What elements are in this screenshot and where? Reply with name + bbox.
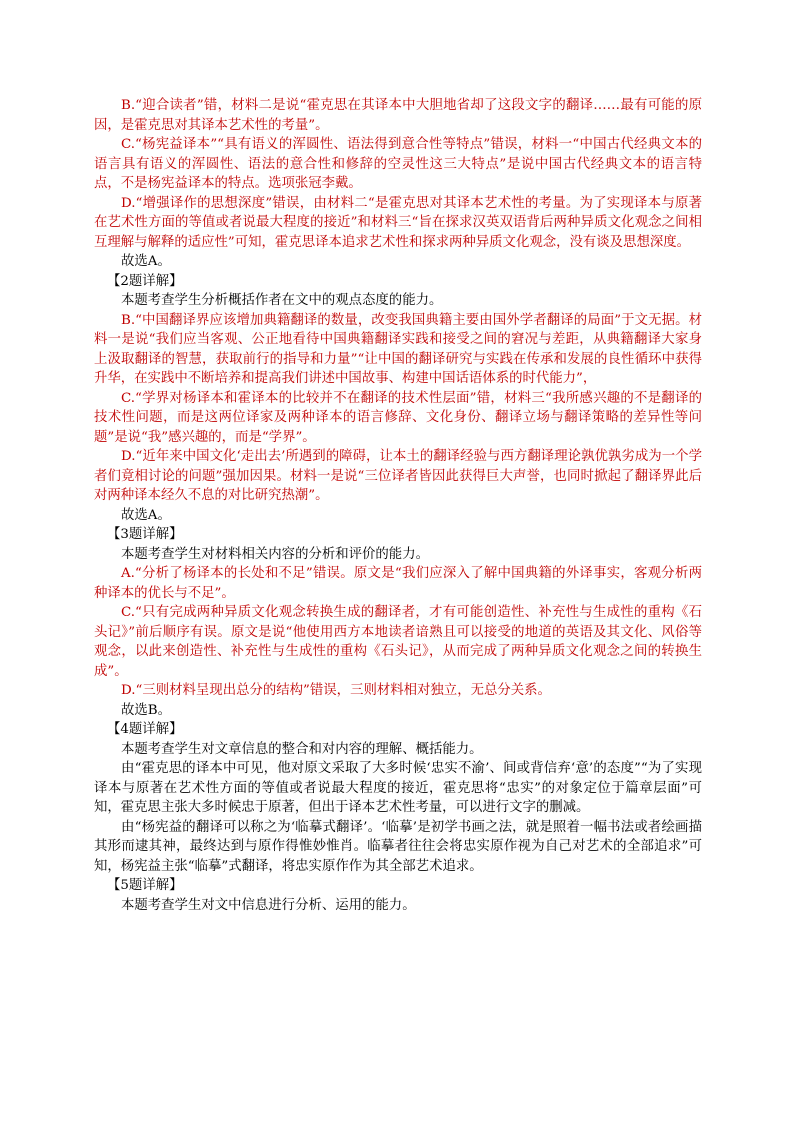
option-c-analysis: C.“只有完成两种异质文化观念转换生成的翻译者，才有可能创造性、补充性与生成性的重构《石头记》”前后顺序有误。原文是说“他使用西方本地读者谙熟且可以接受的地道的英语及其文化、风俗等观念，以此来创造性、补充性与生成性的重构《石头记》，从而完成了两种异质文化观念之间的转换生成”。 [94, 605, 702, 679]
question-intro: 本题考查学生对文章信息的整合和对内容的理解、概括能力。 [121, 741, 483, 757]
option-b-analysis: B.“迎合读者”错，材料二是说“霍克思在其译本中大胆地省却了这段文字的翻译……最有可能的原因，是霍克思对其译本艺术性的考量”。 [94, 98, 702, 133]
question-intro: 本题考查学生对文中信息进行分析、运用的能力。 [121, 897, 416, 913]
question-intro: 本题考查学生对材料相关内容的分析和评价的能力。 [121, 546, 429, 562]
section-heading-q4: 【4题详解】 [107, 722, 183, 737]
option-d-analysis: D.“增强译作的思想深度”错误，由材料二“是霍克思对其译本艺术性的考量。为了实现译本与原著在艺术性方面的等值或者说最大程度的接近”和材料三“旨在探求汉英双语背后两种异质文化观念之间相互理解与解释的适应性”可知，霍克思译本追求艺术性和探求两种异质文化观念，没有谈及思想深度。 [94, 195, 702, 250]
option-a-analysis: A.“分析了杨译本的长处和不足”错误。原文是“我们应深入了解中国典籍的外译事实，客观分析两种译本的优长与不足”。 [94, 566, 702, 601]
option-d-analysis: D.“三则材料呈现出总分的结构”错误，三则材料相对独立，无总分关系。 [121, 683, 551, 698]
option-c-analysis: C.“杨宪益译本”“具有语义的浑圆性、语法得到意合性等特点”错误，材料一“中国古代经典文本的语言具有语义的浑圆性、语法的意合性和修辞的空灵性这三大特点”是说中国古代经典文本的语言特点，不是杨宪益译本的特点。选项张冠李戴。 [94, 137, 702, 191]
option-b-analysis: B.“中国翻译界应该增加典籍翻译的数量，改变我国典籍主要由国外学者翻译的局面”于文无据。材料一是说“我们应当客观、公正地看待中国典籍翻译实践和接受之间的窘况与差距，从典籍翻译大家身上汲取翻译的智慧，获取前行的指导和力量”“让中国的翻译研究与实践在传承和发展的良性循环中获得升华，在实践中不断培养和提高我们讲述中国故事、构建中国话语体系的时代能力”， [94, 312, 702, 386]
analysis-paragraph: 由“杨宪益的翻译可以称之为‘临摹式翻译’。‘临摹’是初学书画之法，就是照着一幅书法或者绘画描其形而逮其神，最终达到与原作得惟妙惟肖。临摹者往往会将忠实原作视为自己对艺术的全部追求”可知，杨宪益主张“临摹”式翻译，将忠实原作作为其全部艺术追求。 [94, 819, 702, 874]
section-heading-q3: 【3题详解】 [107, 527, 183, 542]
answer-line: 故选A。 [121, 254, 171, 269]
section-heading-q5: 【5题详解】 [107, 878, 183, 893]
answer-line: 故选A。 [121, 507, 171, 523]
option-c-analysis: C.“学界对杨译本和霍译本的比较并不在翻译的技术性层面”错，材料三“我所感兴趣的不是翻译的技术性问题，而是这两位译家及两种译本的语言修辞、文化身份、翻译立场与翻译策略的差异性等问题”是说“我”感兴趣的，而是“学界”。 [94, 390, 702, 445]
question-intro: 本题考查学生分析概括作者在文中的观点态度的能力。 [121, 293, 443, 308]
option-d-analysis: D.“近年来中国文化‘走出去’所遇到的障碍，让本土的翻译经验与西方翻译理论孰优孰劣成为一个学者们竟相讨论的问题”强加因果。材料一是说“三位译者皆因此获得巨大声誉，也同时掀起了翻译界此后对两种译本经久不息的对比研究热潮”。 [94, 449, 702, 503]
answer-line: 故选B。 [121, 702, 172, 718]
analysis-paragraph: 由“霍克思的译本中可见，他对原文采取了大多时候‘忠实不渝’、间或背信弃‘意’的态度”“为了实现译本与原著在艺术性方面的等值或者说最大程度的接近，霍克思将“忠实”的对象定位于篇章层面”可知，霍克思主张大多时候忠于原著，但出于译本艺术性考量，可以进行文字的删减。 [94, 761, 702, 815]
document-body [94, 96, 702, 915]
section-heading-q2: 【2题详解】 [107, 273, 183, 289]
